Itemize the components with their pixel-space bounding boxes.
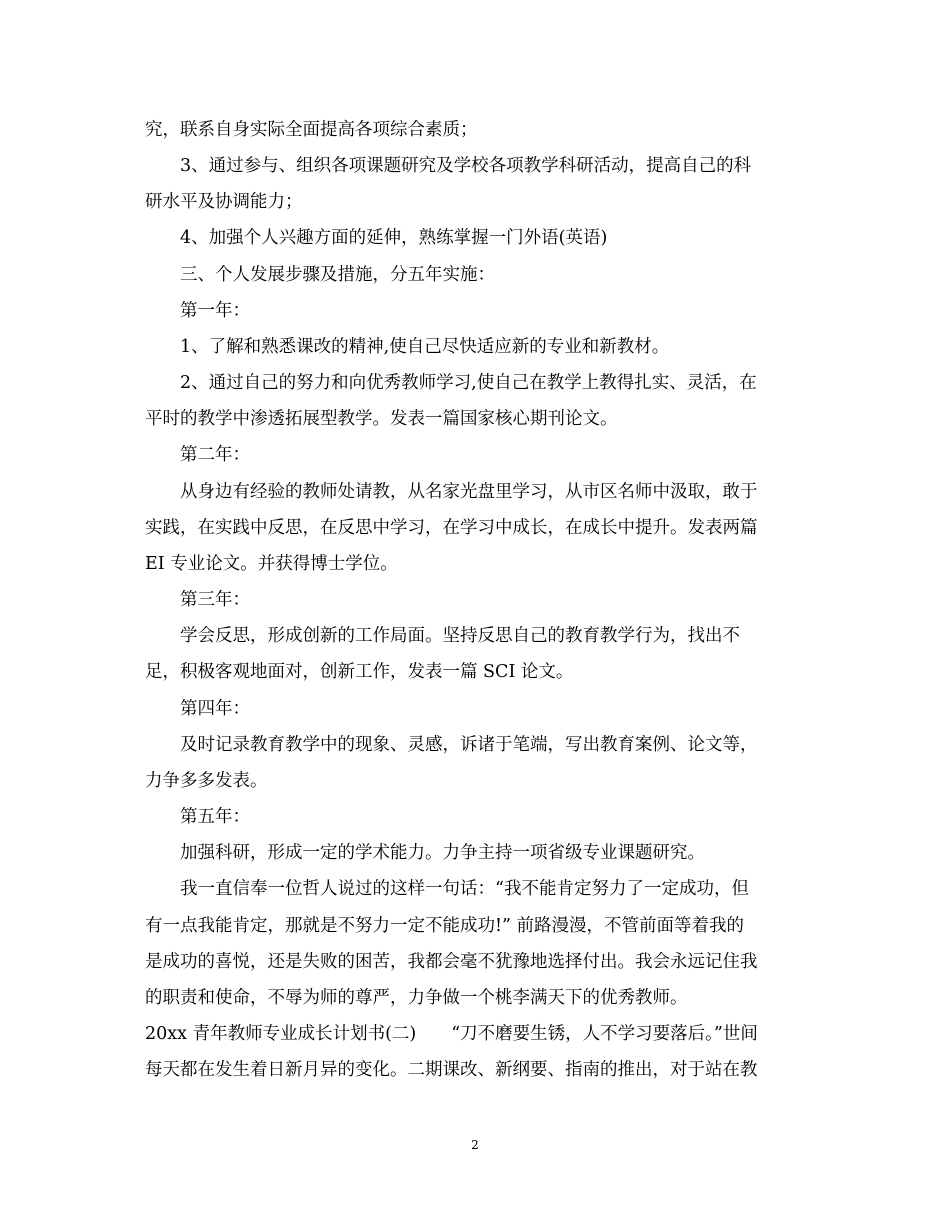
text-line: 20xx 青年教师专业成长计划书(二) “刀不磨要生锈，人不学习要落后。”世间 xyxy=(145,1024,758,1044)
text-line: EI 专业论文。并获得博士学位。 xyxy=(145,554,398,574)
year-heading: 第一年： xyxy=(180,301,250,321)
text-line: 平时的教学中渗透拓展型教学。发表一篇国家核心期刊论文。 xyxy=(145,409,618,429)
text-line: 加强科研，形成一定的学术能力。力争主持一项省级专业课题研究。 xyxy=(180,843,705,863)
year-heading: 第三年： xyxy=(180,590,250,610)
page-number: 2 xyxy=(471,1138,479,1152)
year-heading: 第二年： xyxy=(180,445,250,465)
text-line: 有一点我能肯定，那就是不努力一定不能成功!” 前路漫漫，不管前面等着我的 xyxy=(145,916,745,936)
text-line: 每天都在发生着日新月异的变化。二期课改、新纲要、指南的推出，对于站在教 xyxy=(145,1060,758,1080)
text-line: 1、了解和熟悉课改的精神,使自己尽快适应新的专业和新教材。 xyxy=(180,337,670,357)
text-line: 实践，在实践中反思，在反思中学习，在学习中成长，在成长中提升。发表两篇 xyxy=(145,518,758,538)
text-line: 研水平及协调能力； xyxy=(145,192,303,212)
section-heading: 三、个人发展步骤及措施，分五年实施： xyxy=(180,265,495,285)
text-line: 2、通过自己的努力和向优秀教师学习,使自己在教学上教得扎实、灵活，在 xyxy=(180,373,757,393)
text-line: 力争多多发表。 xyxy=(145,771,268,791)
text-line: 4、加强个人兴趣方面的延伸，熟练掌握一门外语(英语) xyxy=(180,228,608,248)
year-heading: 第四年： xyxy=(180,699,250,719)
year-heading: 第五年： xyxy=(180,807,250,827)
text-line: 学会反思，形成创新的工作局面。坚持反思自己的教育教学行为，找出不 xyxy=(180,626,740,646)
text-line: 足，积极客观地面对，创新工作，发表一篇 SCI 论文。 xyxy=(145,662,574,682)
text-line: 究，联系自身实际全面提高各项综合素质； xyxy=(145,120,478,140)
text-line: 是成功的喜悦，还是失败的困苦，我都会毫不犹豫地选择付出。我会永远记住我 xyxy=(145,952,758,972)
text-line: 3、通过参与、组织各项课题研究及学校各项教学科研活动，提高自己的科 xyxy=(180,156,752,176)
text-line: 从身边有经验的教师处请教，从名家光盘里学习，从市区名师中汲取，敢于 xyxy=(180,482,758,502)
text-line: 的职责和使命，不辱为师的尊严，力争做一个桃李满天下的优秀教师。 xyxy=(145,988,688,1008)
text-line: 及时记录教育教学中的现象、灵感，诉诸于笔端，写出教育案例、论文等， xyxy=(180,735,758,755)
text-line: 我一直信奉一位哲人说过的这样一句话：“我不能肯定努力了一定成功，但 xyxy=(180,879,749,899)
